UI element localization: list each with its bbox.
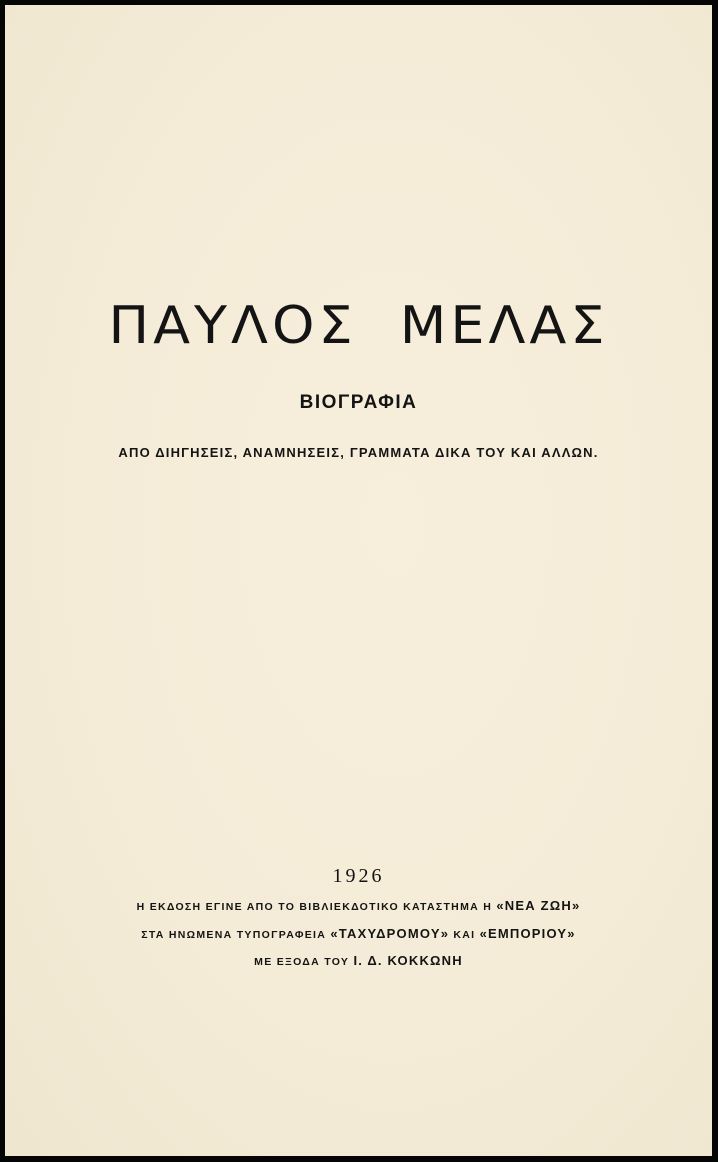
title-page — [5, 5, 712, 1156]
publication-year: 1926 — [332, 865, 385, 887]
imprint-line-3 — [5, 953, 712, 970]
imprint-line-2 — [5, 926, 712, 943]
imprint-printer-text: ΣΤΑ ΗΝΩΜΕΝΑ ΤΥΠΟΓΡΑΦΕΙΑ — [141, 929, 327, 941]
imprint-conjunction: ΚΑΙ — [453, 929, 476, 941]
imprint-funding-text: ΜΕ ΕΞΟΔΑ ΤΟΥ — [254, 956, 350, 968]
book-subtitle: ΒΙΟΓΡΑΦΙΑ — [299, 392, 418, 413]
imprint-line-1 — [5, 898, 712, 915]
book-title: ΠΑΥΛΟΣ ΜΕΛΑΣ — [108, 295, 609, 356]
imprint-publisher-text: Η ΕΚΔΟΣΗ ΕΓΙΝΕ ΑΠΟ ΤΟ ΒΙΒΛΙΕΚΔΟΤΙΚΟ ΚΑΤΑΣΤΗΜΑ Η — [136, 901, 493, 913]
book-description: ΑΠΟ ΔΙΗΓΗΣΕΙΣ, ΑΝΑΜΝΗΣΕΙΣ, ΓΡΑΜΜΑΤΑ ΔΙΚΑ ΤΟΥ ΚΑΙ ΑΛΛΩΝ. — [118, 445, 599, 460]
imprint-funder-name: Ι. Δ. ΚΟΚΚΩΝΗ — [353, 953, 463, 968]
imprint-printer-name-2: «ΕΜΠΟΡΙΟΥ» — [479, 926, 576, 941]
imprint-printer-name-1: «ΤΑΧΥΔΡΟΜΟΥ» — [330, 926, 450, 941]
imprint-publisher-name: «ΝΕΑ ΖΩΗ» — [496, 898, 581, 913]
